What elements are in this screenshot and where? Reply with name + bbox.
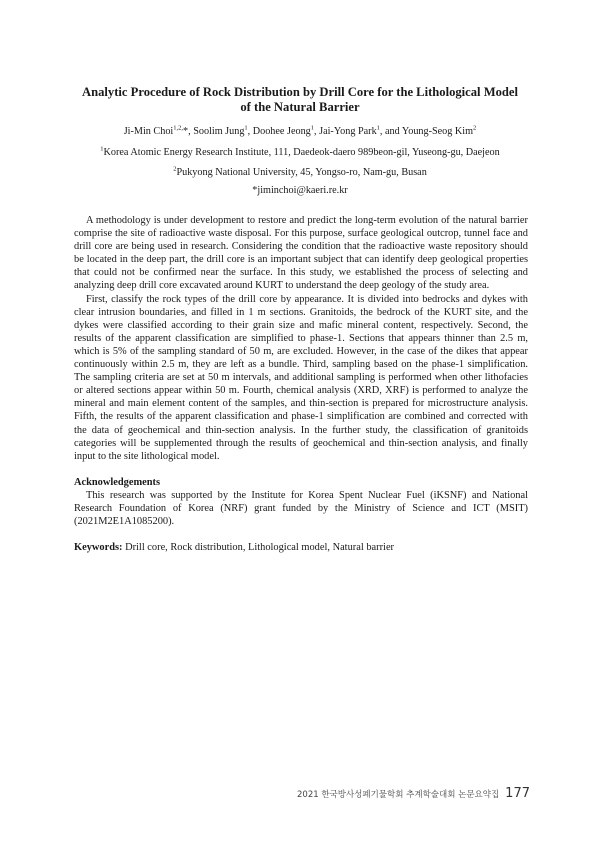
keywords-line <box>74 541 528 554</box>
title-line-2: of the Natural Barrier <box>240 100 360 114</box>
author-affil-sup: 2 <box>473 124 477 132</box>
title-line-1: Analytic Procedure of Rock Distribution by Drill Core for the Lithological Model <box>82 85 518 99</box>
author-list <box>40 125 560 138</box>
author-affil-sup: 1 <box>310 124 315 132</box>
abstract-paragraph: A methodology is under development to restore and predict the long-term evolution of the natural barrier comprise the site of radioactive waste disposal. For this purpose, surface geological outcrop, tunnel face and drill core are being used in research. Considering the condition that the radioactive waste repository should be located in the deep part, the drill core is an important subject that can identify deep geological properties that could not be confirmed near the surface. In this study, we established the process of selecting and analyzing deep drill core excavated around KURT to understand the deep geology of the study area. <box>74 215 528 292</box>
abstract-body <box>74 214 528 554</box>
affiliation-2 <box>40 166 560 179</box>
affiliation-text: Pukyong National University, 45, Yongso-ro, Nam-gu, Busan <box>176 167 427 178</box>
author-name: , and Young-Seog Kim <box>379 126 474 137</box>
page-footer <box>297 786 530 801</box>
corresponding-mark: * <box>183 126 189 137</box>
page-number: 177 <box>505 786 530 801</box>
affiliation-1 <box>40 146 560 159</box>
affiliation-sup: 1 <box>100 145 104 153</box>
paper-title <box>60 85 540 115</box>
corresponding-email: *jiminchoi@kaeri.re.kr <box>252 185 348 196</box>
author-name: , Jai-Yong Park <box>314 126 377 137</box>
affiliation-text: Korea Atomic Energy Research Institute, 111, Daedeok-daero 989beon-gil, Yuseong-gu, Daejeon <box>103 147 500 158</box>
author-affil-sup: 1,2, <box>173 124 183 132</box>
affiliation-sup: 2 <box>173 165 177 173</box>
keywords-label: Keywords: <box>74 542 123 554</box>
acknowledgements-text: This research was supported by the Institute for Korea Spent Nuclear Fuel (iKSNF) and National Research Foundation of Korea (NRF) grant funded by the Ministry of Science and ICT (MSIT) (2021M2E1A1085200). <box>74 489 528 528</box>
abstract-paragraph: First, classify the rock types of the drill core by appearance. It is divided into bedrocks and dykes with clear intrusion boundaries, and filled in 1 m sections. Granitoids, the bedrock of the KURT site, and the dykes were classified according to their grain size and mafic mineral content, respectively. Second, the results of the apparent classification are simplified to phase-1. Sections that appears thinner than 2.5 m, which is 5% of the sampling standard of 50 m, are excluded. However, in the case of the dikes that appear continuously within 2.5 m, they are left as a bundle. Third, sampling based on the phase-1 simplification. The sampling criteria are set at 50 m intervals, and additional sampling is performed when other lithofacies or altered sections appear within 50 m. Fourth, chemical analysis (XRD, XRF) is performed to analyze the mineral and main element content of the samples, and thin-section is prepared for microstructure analysis. Fifth, the results of the apparent classification and phase-1 simplification are combined and corrected with the data of geochemical and thin-section analysis. In the further study, the classification of granitoids categories will be supplemented through the results of geochemical and thin-section analysis, and finally input to the site lithological model. <box>74 293 528 462</box>
keywords-text: Drill core, Rock distribution, Lithological model, Natural barrier <box>122 542 395 554</box>
author-affil-sup: 1 <box>376 124 380 132</box>
acknowledgements-heading: Acknowledgements <box>74 476 161 488</box>
author-name: , Soolim Jung <box>188 126 245 137</box>
author-name: , Doohee Jeong <box>247 126 311 137</box>
proceedings-title: 2021 한국방사성폐기물학회 추계학술대회 논문요약집 <box>297 790 500 800</box>
author-name: Ji-Min Choi <box>123 126 174 137</box>
author-affil-sup: 1 <box>244 124 248 132</box>
